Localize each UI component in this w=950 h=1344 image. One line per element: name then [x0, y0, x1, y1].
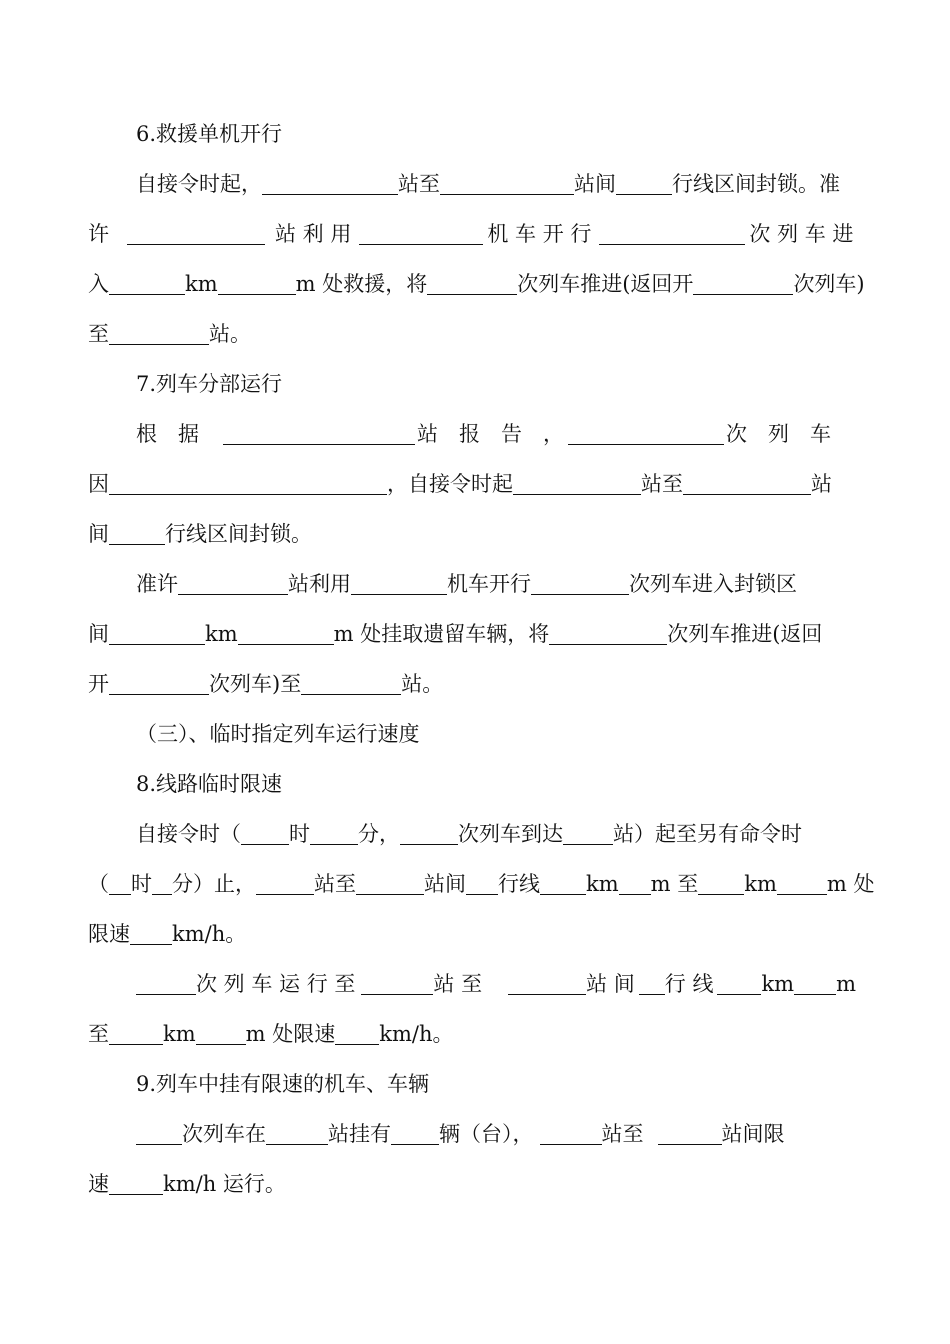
text-segment: 站利用 [288, 572, 351, 596]
text-segment: 行线区间封锁。准 [672, 172, 840, 196]
blank-field[interactable] [109, 318, 209, 345]
blank-field[interactable] [109, 668, 209, 695]
text-segment: 自接令时（ [136, 822, 241, 846]
text-segment: 次 列 车 进 [749, 222, 854, 246]
blank-field[interactable] [127, 218, 265, 245]
section-8-line-3 [88, 917, 864, 951]
text-segment: km [744, 872, 777, 896]
text-segment: 站 报 告 ， [417, 422, 564, 446]
text-segment: 站至 [314, 872, 356, 896]
blank-field[interactable] [440, 168, 574, 195]
blank-field[interactable] [351, 568, 447, 595]
section-9-title: 9.列车中挂有限速的机车、车辆 [136, 1072, 430, 1096]
text-segment: （ [88, 872, 109, 896]
blank-field[interactable] [639, 968, 665, 995]
text-segment: 站 间 [586, 972, 635, 996]
blank-field[interactable] [152, 868, 172, 895]
text-segment: 次 列 车 [726, 422, 831, 446]
text-segment: 自接令时起， [136, 172, 262, 196]
blank-field[interactable] [359, 218, 483, 245]
text-segment: 准许 [136, 572, 178, 596]
blank-field[interactable] [223, 418, 415, 445]
blank-field[interactable] [568, 418, 724, 445]
section-9-line-2 [88, 1167, 864, 1201]
text-segment: 时 [289, 822, 310, 846]
section-7-heading [136, 367, 864, 401]
text-segment: m [836, 972, 857, 996]
text-segment: km [205, 622, 238, 646]
text-segment: 开 [88, 672, 109, 696]
text-segment: 站 [811, 472, 832, 496]
blank-field[interactable] [717, 968, 761, 995]
section-8-title: 8.线路临时限速 [136, 772, 283, 796]
blank-field[interactable] [698, 868, 744, 895]
blank-field[interactable] [658, 1118, 722, 1145]
text-segment: 次列车) [793, 272, 865, 296]
text-segment: 行 线 [664, 972, 714, 996]
section-7-line-6 [88, 667, 864, 701]
blank-field[interactable] [693, 268, 793, 295]
text-segment: 时 [131, 872, 152, 896]
text-segment: 许 [88, 222, 109, 246]
blank-field[interactable] [136, 968, 196, 995]
text-segment: m 处挂取遗留车辆，将 [333, 622, 550, 646]
text-segment: 站间 [424, 872, 466, 896]
text-segment: 行线区间封锁。 [165, 522, 312, 546]
blank-field[interactable] [356, 868, 424, 895]
section-6-line-2 [88, 217, 864, 251]
blank-field[interactable] [241, 818, 289, 845]
blank-field[interactable] [178, 568, 288, 595]
blank-field[interactable] [683, 468, 811, 495]
section-8-heading [136, 767, 864, 801]
section-3-title: （三）、临时指定列车运行速度 [136, 722, 420, 746]
blank-field[interactable] [391, 1118, 439, 1145]
section-8-line-2 [88, 867, 875, 901]
blank-field[interactable] [531, 568, 629, 595]
section-6-line-1 [136, 167, 864, 201]
blank-field[interactable] [262, 168, 398, 195]
text-segment: 间 [88, 522, 109, 546]
text-segment: 次列车推进(返回开 [517, 272, 694, 296]
section-7-line-4 [136, 567, 864, 601]
text-segment: 站至 [601, 1122, 644, 1146]
text-segment: 限速 [88, 922, 130, 946]
section-7-line-1 [136, 417, 864, 451]
text-segment: km/h。 [379, 1022, 454, 1046]
section-9-heading [136, 1067, 864, 1101]
text-segment: 次列车推进(返回 [667, 622, 823, 646]
text-segment: 至 [88, 1022, 109, 1046]
blank-field[interactable] [266, 1118, 328, 1145]
text-segment: km [586, 872, 619, 896]
text-segment: km [761, 972, 795, 996]
blank-field[interactable] [508, 968, 586, 995]
text-segment: 站挂有 [328, 1122, 391, 1146]
section-7-line-3 [88, 517, 864, 551]
section-8-line-5 [88, 1017, 864, 1051]
text-segment: 次列车在 [182, 1122, 266, 1146]
section-6-heading [136, 117, 864, 151]
text-segment: m 处限速 [245, 1022, 336, 1046]
text-segment: 次列车到达 [458, 822, 563, 846]
blank-field[interactable] [130, 918, 172, 945]
blank-field[interactable] [540, 1118, 602, 1145]
section-6-line-3 [88, 267, 864, 301]
blank-field[interactable] [109, 518, 165, 545]
blank-field[interactable] [616, 168, 672, 195]
text-segment: 次列车进入封锁区 [629, 572, 797, 596]
blank-field[interactable] [109, 868, 131, 895]
blank-field[interactable] [540, 868, 586, 895]
section-9-line-1 [136, 1117, 864, 1151]
text-segment: 分， [358, 822, 400, 846]
text-segment: m 处 [826, 872, 875, 896]
blank-field[interactable] [310, 818, 358, 845]
blank-field[interactable] [238, 618, 334, 645]
text-segment: 站至 [398, 172, 440, 196]
text-segment: 行线 [498, 872, 540, 896]
section-3-heading [136, 717, 864, 751]
text-segment: 次 列 车 运 行 至 [196, 972, 356, 996]
text-segment: 分）止， [172, 872, 256, 896]
section-7-line-2 [88, 467, 864, 501]
blank-field[interactable] [301, 668, 401, 695]
blank-field[interactable] [549, 618, 667, 645]
text-segment: 站间限 [721, 1122, 785, 1146]
text-segment: m 处救援，将 [295, 272, 428, 296]
text-segment: km [185, 272, 218, 296]
text-segment: 站）起至另有命令时 [613, 822, 802, 846]
blank-field[interactable] [563, 818, 613, 845]
text-segment: 辆（台）， [439, 1122, 534, 1146]
blank-field[interactable] [335, 1018, 379, 1045]
blank-field[interactable] [466, 868, 498, 895]
text-segment: 入 [88, 272, 109, 296]
blank-field[interactable] [136, 1118, 182, 1145]
text-segment: 至 [88, 322, 109, 346]
text-segment: 站 利 用 [275, 222, 352, 246]
text-segment: 次列车)至 [209, 672, 302, 696]
blank-field[interactable] [777, 868, 827, 895]
text-segment: 站间 [574, 172, 616, 196]
text-segment: km [163, 1022, 196, 1046]
blank-field[interactable] [361, 968, 433, 995]
blank-field[interactable] [427, 268, 517, 295]
text-segment: ，自接令时起 [387, 472, 513, 496]
blank-field[interactable] [218, 268, 296, 295]
text-segment: km/h。 [172, 922, 247, 946]
section-7-title: 7.列车分部运行 [136, 372, 283, 396]
section-8-line-4 [136, 967, 864, 1001]
text-segment: 机车开行 [447, 572, 531, 596]
text-segment: 站 至 [433, 972, 483, 996]
section-7-line-5 [88, 617, 864, 651]
blank-field[interactable] [109, 468, 387, 495]
text-segment: km/h 运行。 [163, 1172, 286, 1196]
text-segment: 站。 [209, 322, 251, 346]
section-6-line-4 [88, 317, 864, 351]
blank-field[interactable] [256, 868, 314, 895]
text-segment: 根 据 [136, 422, 199, 446]
text-segment: 机 车 开 行 [487, 222, 592, 246]
blank-field[interactable] [109, 618, 205, 645]
blank-field[interactable] [109, 268, 185, 295]
blank-field[interactable] [513, 468, 641, 495]
section-8-line-1 [136, 817, 864, 851]
text-segment: 站至 [641, 472, 683, 496]
text-segment: 速 [88, 1172, 109, 1196]
blank-field[interactable] [109, 1168, 163, 1195]
text-segment: m 至 [650, 872, 699, 896]
blank-field[interactable] [619, 868, 651, 895]
blank-field[interactable] [794, 968, 836, 995]
text-segment: 因 [88, 472, 109, 496]
blank-field[interactable] [599, 218, 745, 245]
blank-field[interactable] [196, 1018, 246, 1045]
text-segment: 站。 [401, 672, 444, 696]
text-segment: 间 [88, 622, 109, 646]
blank-field[interactable] [109, 1018, 163, 1045]
blank-field[interactable] [400, 818, 458, 845]
section-6-title: 6.救援单机开行 [136, 122, 283, 146]
